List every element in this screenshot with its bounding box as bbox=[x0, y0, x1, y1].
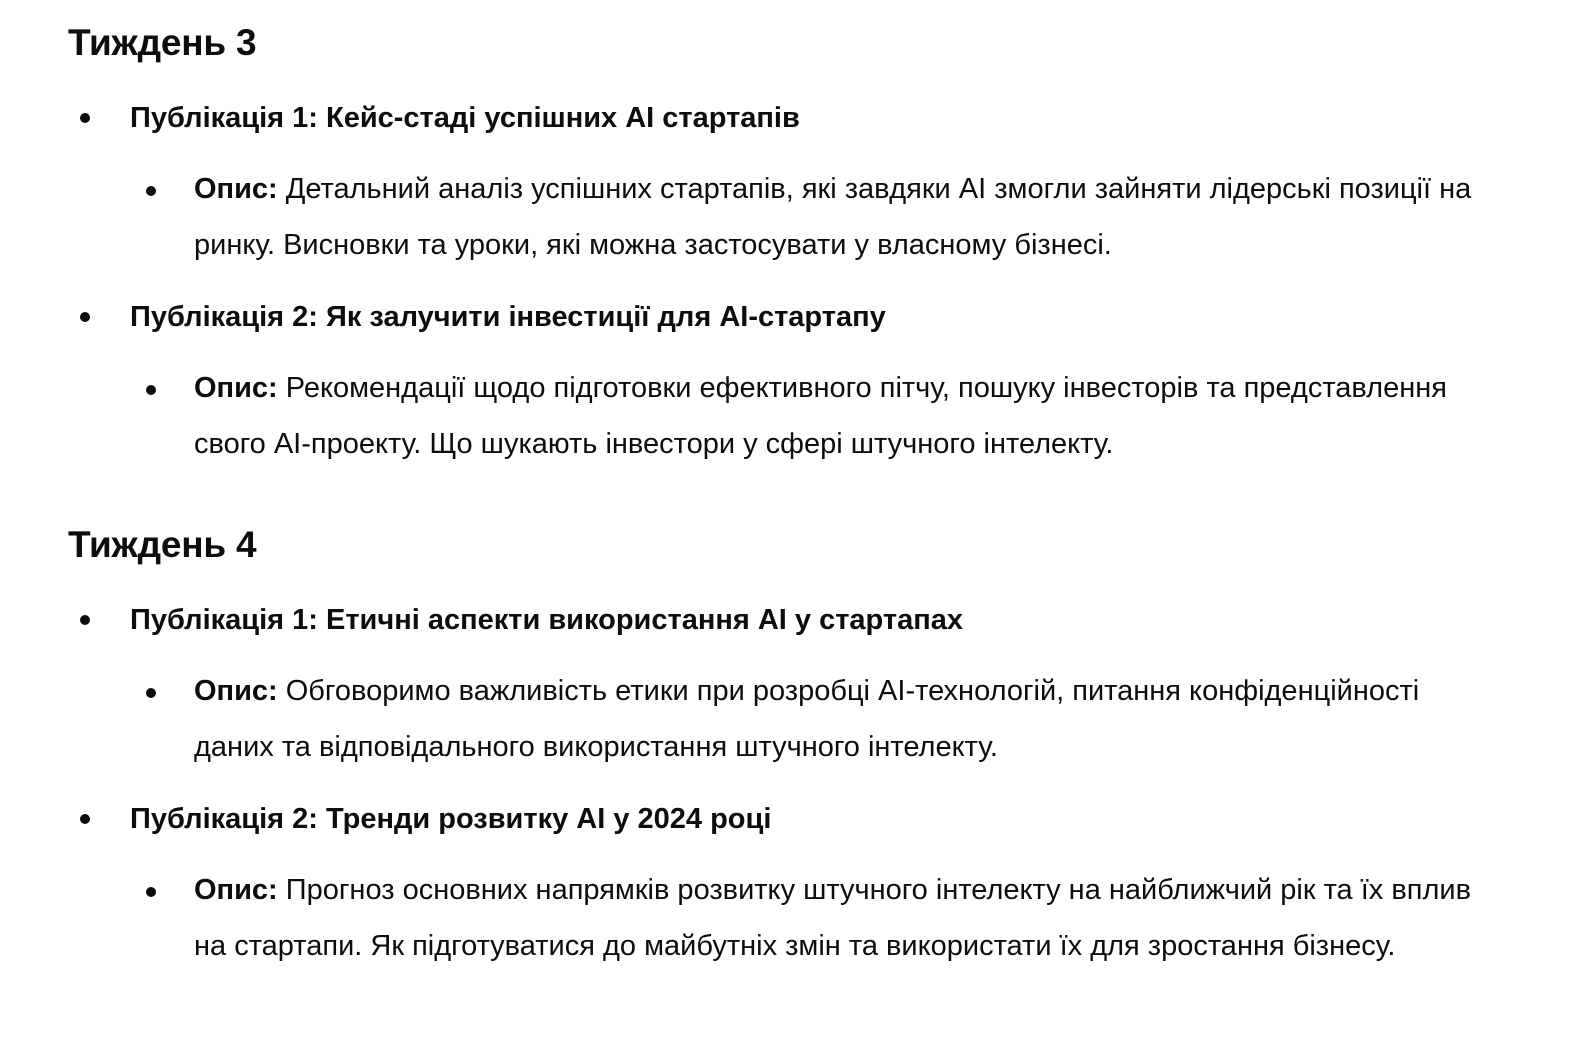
bullet-icon bbox=[146, 688, 156, 698]
description-body: Обговоримо важливість етики при розробці AI-технологій, питання конфіденційності даних та відповідального використання штучного інтелекту. bbox=[194, 675, 1420, 763]
bullet-icon bbox=[80, 312, 90, 322]
description-text bbox=[194, 862, 1494, 974]
week-heading: Тиждень 4 bbox=[68, 524, 257, 565]
description-label: Опис: bbox=[194, 675, 278, 707]
bullet-icon bbox=[146, 887, 156, 897]
week-heading: Тиждень 3 bbox=[68, 22, 257, 63]
bullet-icon bbox=[146, 385, 156, 395]
description-body: Детальний аналіз успішних стартапів, які завдяки AI змогли зайняти лідерські позиції на ринку. Висновки та уроки, які можна застосувати у власному бізнесі. bbox=[194, 173, 1472, 261]
publication-title: Публікація 1: Кейс-стаді успішних AI стартапів bbox=[130, 102, 800, 134]
bullet-icon bbox=[146, 186, 156, 196]
bullet-icon bbox=[80, 814, 90, 824]
description-text bbox=[194, 161, 1494, 273]
description-text bbox=[194, 360, 1494, 472]
description-body: Прогноз основних напрямків розвитку штучного інтелекту на найближчий рік та їх вплив на стартапи. Як підготуватися до майбутніх змін та використати їх для зростання бізнесу. bbox=[194, 874, 1471, 962]
publication-title: Публікація 2: Тренди розвитку AI у 2024 році bbox=[130, 803, 772, 835]
description-body: Рекомендації щодо підготовки ефективного пітчу, пошуку інвесторів та представлення свого AI-проекту. Що шукають інвестори у сфері штучного інтелекту. bbox=[194, 372, 1447, 460]
bullet-icon bbox=[80, 113, 90, 123]
bullet-icon bbox=[80, 615, 90, 625]
description-text bbox=[194, 663, 1494, 775]
publication-title: Публікація 2: Як залучити інвестиції для AI-стартапу bbox=[130, 301, 886, 333]
publication-title: Публікація 1: Етичні аспекти використання AI у стартапах bbox=[130, 604, 963, 636]
description-label: Опис: bbox=[194, 372, 278, 404]
description-label: Опис: bbox=[194, 173, 278, 205]
description-label: Опис: bbox=[194, 874, 278, 906]
